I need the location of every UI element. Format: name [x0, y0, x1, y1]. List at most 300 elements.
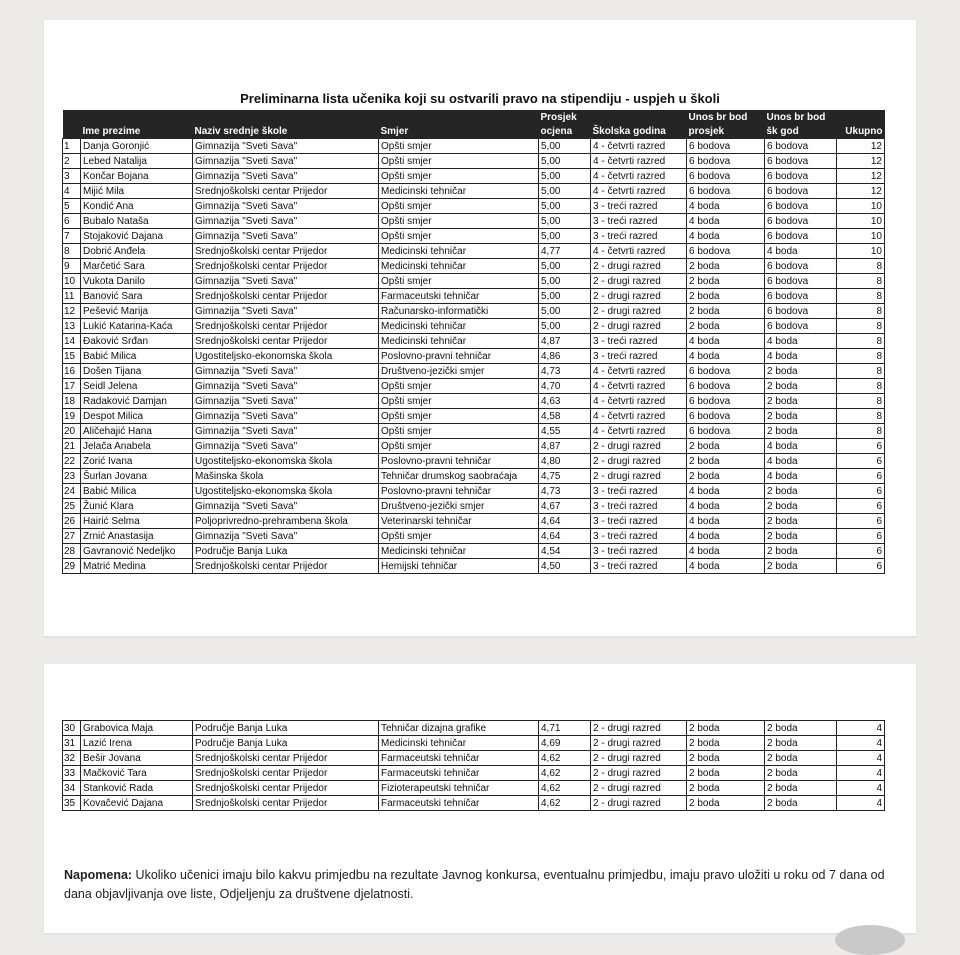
row-number: 28 [63, 544, 81, 559]
total-points: 8 [837, 259, 885, 274]
average-grade: 4,64 [539, 514, 591, 529]
points-year: 6 bodova [765, 229, 837, 244]
table-row [63, 214, 885, 229]
table-row [63, 781, 885, 796]
average-grade: 5,00 [539, 304, 591, 319]
row-number: 7 [63, 229, 81, 244]
points-year: 6 bodova [765, 304, 837, 319]
row-number: 32 [63, 751, 81, 766]
row-number: 5 [63, 199, 81, 214]
student-name: Kovačević Dajana [81, 796, 193, 811]
points-average: 6 bodova [687, 154, 765, 169]
student-name: Hairić Selma [81, 514, 193, 529]
student-name: Banović Sara [81, 289, 193, 304]
column-header-points-year-sub: šk god [765, 124, 837, 139]
school-year: 3 - treći razred [591, 199, 687, 214]
table-row [63, 229, 885, 244]
school-year: 4 - četvrti razred [591, 139, 687, 154]
average-grade: 4,87 [539, 334, 591, 349]
total-points: 4 [837, 751, 885, 766]
school-name: Srednjoškolski centar Prijedor [193, 559, 379, 574]
points-year: 6 bodova [765, 289, 837, 304]
total-points: 4 [837, 781, 885, 796]
student-name: Lebed Natalija [81, 154, 193, 169]
average-grade: 4,62 [539, 781, 591, 796]
row-number: 4 [63, 184, 81, 199]
course: Farmaceutski tehničar [379, 751, 539, 766]
table-row [63, 139, 885, 154]
points-average: 6 bodova [687, 244, 765, 259]
row-number: 27 [63, 529, 81, 544]
table-row [63, 274, 885, 289]
course: Farmaceutski tehničar [379, 289, 539, 304]
student-name: Gavranović Nedeljko [81, 544, 193, 559]
course: Farmaceutski tehničar [379, 766, 539, 781]
school-year: 4 - četvrti razred [591, 154, 687, 169]
table-row [63, 499, 885, 514]
points-average: 4 boda [687, 349, 765, 364]
table-row [63, 751, 885, 766]
table-row [63, 514, 885, 529]
average-grade: 4,77 [539, 244, 591, 259]
average-grade: 4,67 [539, 499, 591, 514]
school-year: 2 - drugi razred [591, 736, 687, 751]
course: Medicinski tehničar [379, 544, 539, 559]
average-grade: 5,00 [539, 184, 591, 199]
school-name: Gimnazija "Sveti Sava" [193, 364, 379, 379]
points-year: 4 boda [765, 439, 837, 454]
school-name: Srednjoškolski centar Prijedor [193, 781, 379, 796]
course: Opšti smjer [379, 214, 539, 229]
row-number: 13 [63, 319, 81, 334]
total-points: 12 [837, 184, 885, 199]
total-points: 6 [837, 454, 885, 469]
points-year: 2 boda [765, 766, 837, 781]
school-name: Ugostiteljsko-ekonomska škola [193, 484, 379, 499]
student-name: Šurlan Jovana [81, 469, 193, 484]
total-points: 6 [837, 499, 885, 514]
points-average: 2 boda [687, 274, 765, 289]
student-name: Despot Milica [81, 409, 193, 424]
points-average: 2 boda [687, 721, 765, 736]
student-name: Babić Milica [81, 484, 193, 499]
school-name: Srednjoškolski centar Prijedor [193, 184, 379, 199]
school-name: Srednjoškolski centar Prijedor [193, 766, 379, 781]
points-average: 6 bodova [687, 364, 765, 379]
student-name: Došen Tijana [81, 364, 193, 379]
total-points: 8 [837, 409, 885, 424]
table-row [63, 259, 885, 274]
school-year: 4 - četvrti razred [591, 424, 687, 439]
points-year: 6 bodova [765, 259, 837, 274]
school-year: 4 - četvrti razred [591, 244, 687, 259]
school-name: Mašinska škola [193, 469, 379, 484]
column-header-points-average: Unos br bod [687, 110, 765, 124]
school-year: 4 - četvrti razred [591, 184, 687, 199]
table-row [63, 154, 885, 169]
student-name: Matrić Medina [81, 559, 193, 574]
course: Opšti smjer [379, 154, 539, 169]
table-row [63, 766, 885, 781]
points-average: 6 bodova [687, 424, 765, 439]
points-year: 2 boda [765, 379, 837, 394]
school-year: 2 - drugi razred [591, 289, 687, 304]
table-row [63, 184, 885, 199]
course: Medicinski tehničar [379, 259, 539, 274]
table-row [63, 544, 885, 559]
student-name: Zorić Ivana [81, 454, 193, 469]
average-grade: 4,69 [539, 736, 591, 751]
footnote-text: Ukoliko učenici imaju bilo kakvu primjedbu na rezultate Javnog konkursa, eventualnu primjedbu, imaju pravo uložiti u roku od 7 dana od dana objavljivanja ove liste, Odjeljenju za društvene djelatnosti. [64, 868, 885, 901]
school-year: 4 - četvrti razred [591, 379, 687, 394]
total-points: 6 [837, 469, 885, 484]
average-grade: 5,00 [539, 214, 591, 229]
school-year: 3 - treći razred [591, 529, 687, 544]
points-average: 4 boda [687, 214, 765, 229]
student-name: Marčetić Sara [81, 259, 193, 274]
course: Društveno-jezički smjer [379, 499, 539, 514]
table-row [63, 736, 885, 751]
student-name: Danja Goronjić [81, 139, 193, 154]
points-year: 2 boda [765, 484, 837, 499]
school-year: 2 - drugi razred [591, 721, 687, 736]
table-header [63, 110, 885, 139]
school-name: Gimnazija "Sveti Sava" [193, 424, 379, 439]
school-year: 2 - drugi razred [591, 274, 687, 289]
column-header-average: Prosjek [539, 110, 591, 124]
row-number: 6 [63, 214, 81, 229]
footnote-label: Napomena: [64, 868, 133, 882]
points-average: 4 boda [687, 514, 765, 529]
course: Društveno-jezički smjer [379, 364, 539, 379]
student-name: Vukota Danilo [81, 274, 193, 289]
points-year: 6 bodova [765, 139, 837, 154]
school-year: 3 - treći razred [591, 334, 687, 349]
student-name: Stanković Rada [81, 781, 193, 796]
course: Veterinarski tehničar [379, 514, 539, 529]
row-number: 29 [63, 559, 81, 574]
total-points: 8 [837, 349, 885, 364]
school-year: 2 - drugi razred [591, 751, 687, 766]
student-name: Dobrić Anđela [81, 244, 193, 259]
course: Poslovno-pravni tehničar [379, 454, 539, 469]
total-points: 8 [837, 334, 885, 349]
school-year: 2 - drugi razred [591, 796, 687, 811]
course: Tehničar dizajna grafike [379, 721, 539, 736]
course: Medicinski tehničar [379, 244, 539, 259]
school-name: Srednjoškolski centar Prijedor [193, 244, 379, 259]
total-points: 4 [837, 796, 885, 811]
average-grade: 4,70 [539, 379, 591, 394]
column-header-school: Naziv srednje škole [193, 124, 379, 139]
average-grade: 4,73 [539, 364, 591, 379]
row-number: 33 [63, 766, 81, 781]
points-year: 6 bodova [765, 169, 837, 184]
school-year: 2 - drugi razred [591, 781, 687, 796]
table-row [63, 454, 885, 469]
average-grade: 4,62 [539, 796, 591, 811]
table-row [63, 304, 885, 319]
course: Opšti smjer [379, 394, 539, 409]
school-name: Gimnazija "Sveti Sava" [193, 529, 379, 544]
school-name: Gimnazija "Sveti Sava" [193, 169, 379, 184]
row-number: 35 [63, 796, 81, 811]
points-average: 6 bodova [687, 169, 765, 184]
school-name: Srednjoškolski centar Prijedor [193, 259, 379, 274]
table-row [63, 409, 885, 424]
points-year: 4 boda [765, 244, 837, 259]
points-year: 2 boda [765, 721, 837, 736]
total-points: 8 [837, 424, 885, 439]
total-points: 6 [837, 559, 885, 574]
school-year: 4 - četvrti razred [591, 364, 687, 379]
points-year: 2 boda [765, 544, 837, 559]
points-average: 2 boda [687, 796, 765, 811]
student-name: Jelača Anabela [81, 439, 193, 454]
student-name: Bešir Jovana [81, 751, 193, 766]
points-average: 6 bodova [687, 379, 765, 394]
row-number: 12 [63, 304, 81, 319]
course: Poslovno-pravni tehničar [379, 349, 539, 364]
points-average: 2 boda [687, 259, 765, 274]
average-grade: 4,75 [539, 469, 591, 484]
total-points: 12 [837, 154, 885, 169]
total-points: 8 [837, 274, 885, 289]
points-year: 4 boda [765, 349, 837, 364]
course: Opšti smjer [379, 229, 539, 244]
total-points: 8 [837, 304, 885, 319]
points-year: 2 boda [765, 796, 837, 811]
school-name: Srednjoškolski centar Prijedor [193, 751, 379, 766]
points-average: 6 bodova [687, 394, 765, 409]
total-points: 6 [837, 484, 885, 499]
course: Tehničar drumskog saobraćaja [379, 469, 539, 484]
average-grade: 4,55 [539, 424, 591, 439]
average-grade: 4,64 [539, 529, 591, 544]
row-number: 30 [63, 721, 81, 736]
school-name: Gimnazija "Sveti Sava" [193, 409, 379, 424]
school-name: Gimnazija "Sveti Sava" [193, 229, 379, 244]
points-average: 4 boda [687, 529, 765, 544]
total-points: 6 [837, 544, 885, 559]
school-name: Srednjoškolski centar Prijedor [193, 796, 379, 811]
row-number: 17 [63, 379, 81, 394]
total-points: 8 [837, 319, 885, 334]
course: Opšti smjer [379, 529, 539, 544]
course: Opšti smjer [379, 169, 539, 184]
school-name: Gimnazija "Sveti Sava" [193, 499, 379, 514]
total-points: 8 [837, 364, 885, 379]
school-name: Gimnazija "Sveti Sava" [193, 394, 379, 409]
school-year: 3 - treći razred [591, 514, 687, 529]
points-average: 6 bodova [687, 139, 765, 154]
course: Medicinski tehničar [379, 319, 539, 334]
course: Hemijski tehničar [379, 559, 539, 574]
course: Medicinski tehničar [379, 334, 539, 349]
points-year: 2 boda [765, 736, 837, 751]
school-year: 2 - drugi razred [591, 766, 687, 781]
total-points: 10 [837, 199, 885, 214]
course: Opšti smjer [379, 199, 539, 214]
points-year: 2 boda [765, 529, 837, 544]
row-number: 23 [63, 469, 81, 484]
school-year: 2 - drugi razred [591, 259, 687, 274]
school-name: Područje Banja Luka [193, 544, 379, 559]
student-name: Grabovica Maja [81, 721, 193, 736]
average-grade: 4,62 [539, 751, 591, 766]
school-name: Srednjoškolski centar Prijedor [193, 289, 379, 304]
column-header-total: Ukupno [837, 124, 885, 139]
points-year: 2 boda [765, 559, 837, 574]
column-header-year: Školska godina [591, 124, 687, 139]
school-year: 4 - četvrti razred [591, 169, 687, 184]
school-name: Gimnazija "Sveti Sava" [193, 439, 379, 454]
column-header-course: Smjer [379, 124, 539, 139]
points-average: 2 boda [687, 439, 765, 454]
total-points: 10 [837, 244, 885, 259]
course: Opšti smjer [379, 379, 539, 394]
table-body-page-2 [63, 721, 885, 811]
course: Računarsko-informatički [379, 304, 539, 319]
row-number: 2 [63, 154, 81, 169]
school-name: Područje Banja Luka [193, 721, 379, 736]
course: Poslovno-pravni tehničar [379, 484, 539, 499]
total-points: 4 [837, 721, 885, 736]
course: Opšti smjer [379, 274, 539, 289]
school-name: Gimnazija "Sveti Sava" [193, 139, 379, 154]
average-grade: 5,00 [539, 274, 591, 289]
points-year: 6 bodova [765, 214, 837, 229]
course: Fizioterapeutski tehničar [379, 781, 539, 796]
school-year: 4 - četvrti razred [591, 394, 687, 409]
total-points: 12 [837, 169, 885, 184]
school-name: Gimnazija "Sveti Sava" [193, 304, 379, 319]
table-row [63, 364, 885, 379]
student-name: Zrnić Anastasija [81, 529, 193, 544]
points-average: 2 boda [687, 319, 765, 334]
school-year: 2 - drugi razred [591, 304, 687, 319]
school-year: 3 - treći razred [591, 559, 687, 574]
average-grade: 5,00 [539, 169, 591, 184]
points-year: 4 boda [765, 469, 837, 484]
average-grade: 4,50 [539, 559, 591, 574]
average-grade: 4,71 [539, 721, 591, 736]
school-name: Gimnazija "Sveti Sava" [193, 199, 379, 214]
row-number: 9 [63, 259, 81, 274]
average-grade: 4,80 [539, 454, 591, 469]
student-name: Žunić Klara [81, 499, 193, 514]
column-header-points-year: Unos br bod [765, 110, 837, 124]
student-name: Mijić Mila [81, 184, 193, 199]
row-number: 31 [63, 736, 81, 751]
student-name: Aličehajić Hana [81, 424, 193, 439]
student-name: Lukić Katarina-Kaća [81, 319, 193, 334]
points-average: 2 boda [687, 736, 765, 751]
school-name: Gimnazija "Sveti Sava" [193, 274, 379, 289]
column-header-average-sub: ocjena [539, 124, 591, 139]
table-row [63, 559, 885, 574]
school-year: 3 - treći razred [591, 544, 687, 559]
average-grade: 5,00 [539, 259, 591, 274]
student-name: Đaković Srđan [81, 334, 193, 349]
school-name: Srednjoškolski centar Prijedor [193, 334, 379, 349]
table-row [63, 529, 885, 544]
row-number: 19 [63, 409, 81, 424]
school-name: Gimnazija "Sveti Sava" [193, 154, 379, 169]
points-average: 2 boda [687, 469, 765, 484]
points-average: 4 boda [687, 499, 765, 514]
table-row [63, 379, 885, 394]
row-number: 15 [63, 349, 81, 364]
points-average: 6 bodova [687, 409, 765, 424]
school-name: Gimnazija "Sveti Sava" [193, 379, 379, 394]
document-title: Preliminarna lista učenika koji su ostvarili pravo na stipendiju - uspjeh u školi [240, 91, 720, 106]
points-average: 2 boda [687, 766, 765, 781]
course: Opšti smjer [379, 409, 539, 424]
row-number: 11 [63, 289, 81, 304]
table-row [63, 394, 885, 409]
row-number: 26 [63, 514, 81, 529]
table-row [63, 289, 885, 304]
points-year: 6 bodova [765, 274, 837, 289]
scholarship-table [62, 110, 885, 574]
total-points: 6 [837, 514, 885, 529]
table-row [63, 319, 885, 334]
student-name: Končar Bojana [81, 169, 193, 184]
total-points: 6 [837, 529, 885, 544]
course: Opšti smjer [379, 139, 539, 154]
table-row [63, 169, 885, 184]
table-row [63, 469, 885, 484]
row-number: 24 [63, 484, 81, 499]
course: Opšti smjer [379, 439, 539, 454]
school-year: 2 - drugi razred [591, 469, 687, 484]
points-year: 6 bodova [765, 184, 837, 199]
average-grade: 5,00 [539, 154, 591, 169]
average-grade: 5,00 [539, 139, 591, 154]
total-points: 8 [837, 379, 885, 394]
average-grade: 4,86 [539, 349, 591, 364]
row-number: 14 [63, 334, 81, 349]
student-name: Radaković Damjan [81, 394, 193, 409]
school-name: Ugostiteljsko-ekonomska škola [193, 454, 379, 469]
points-year: 2 boda [765, 424, 837, 439]
average-grade: 4,58 [539, 409, 591, 424]
school-name: Poljoprivredno-prehrambena škola [193, 514, 379, 529]
school-year: 2 - drugi razred [591, 454, 687, 469]
points-average: 4 boda [687, 544, 765, 559]
school-year: 4 - četvrti razred [591, 409, 687, 424]
school-name: Srednjoškolski centar Prijedor [193, 319, 379, 334]
points-average: 2 boda [687, 454, 765, 469]
average-grade: 5,00 [539, 199, 591, 214]
footnote [64, 866, 894, 904]
average-grade: 4,73 [539, 484, 591, 499]
row-number: 10 [63, 274, 81, 289]
column-header-name: Ime prezime [81, 124, 193, 139]
row-number: 18 [63, 394, 81, 409]
average-grade: 4,87 [539, 439, 591, 454]
school-name: Ugostiteljsko-ekonomska škola [193, 349, 379, 364]
table-row [63, 349, 885, 364]
points-average: 2 boda [687, 781, 765, 796]
student-name: Kondić Ana [81, 199, 193, 214]
table-row [63, 424, 885, 439]
student-name: Bubalo Nataša [81, 214, 193, 229]
points-year: 4 boda [765, 454, 837, 469]
table-row [63, 796, 885, 811]
table-row [63, 484, 885, 499]
